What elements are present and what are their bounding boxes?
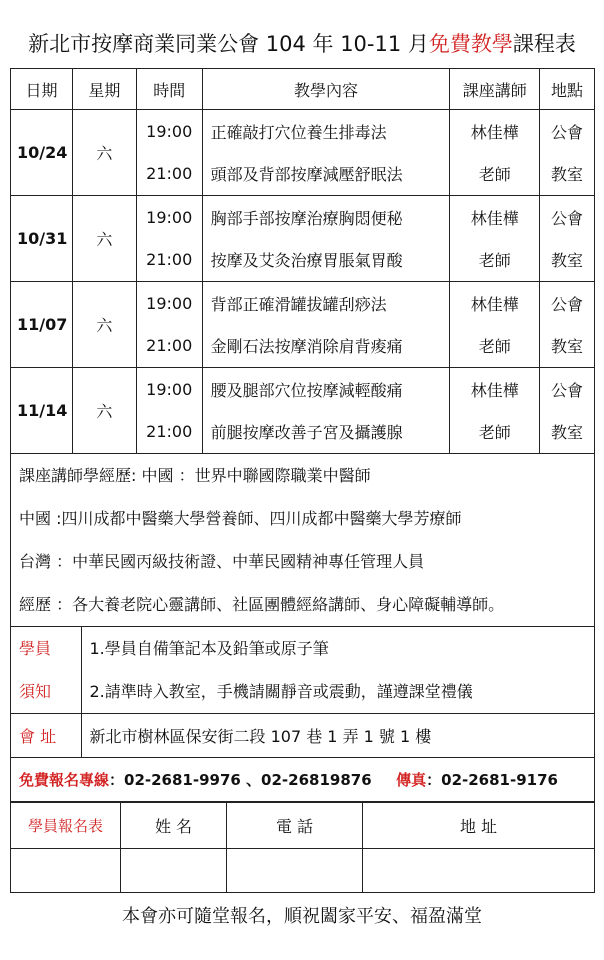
session-content: 背部正確滑罐拔罐刮痧法 xyxy=(202,282,450,325)
session-place: 教室 xyxy=(540,325,595,368)
session-date: 11/14 xyxy=(11,368,73,454)
instructor-bio xyxy=(11,454,595,627)
registration-label: 學員報名表 xyxy=(11,803,121,849)
session-time: 19:00 xyxy=(136,368,202,411)
table-header xyxy=(11,69,595,110)
table-row xyxy=(11,196,595,239)
session-content: 胸部手部按摩治療胸悶便秘 xyxy=(202,196,450,239)
table-row xyxy=(11,282,595,325)
title-suffix: 課程表 xyxy=(512,32,576,56)
hotline-value: ：02-2681-9976 、02-26819876 xyxy=(109,771,372,789)
registration-empty-cell xyxy=(11,849,121,893)
session-place: 教室 xyxy=(540,239,595,282)
session-place: 公會 xyxy=(540,282,595,325)
footer-note: 本會亦可隨堂報名，順祝闔家平安、福盈滿堂 xyxy=(122,906,482,927)
session-content: 前腿按摩改善子宮及攝護腺 xyxy=(202,411,450,454)
bio-line: 台灣 ：中華民國丙級技術證、中華民國精神專任管理人員 xyxy=(19,552,425,571)
registration-col-name: 姓 名 xyxy=(121,803,227,849)
note-item: 2.請準時入教室，手機請關靜音或震動，謹遵課堂禮儀 xyxy=(89,682,473,701)
schedule-table xyxy=(10,68,595,802)
session-place: 教室 xyxy=(540,411,595,454)
note-item: 1.學員自備筆記本及鉛筆或原子筆 xyxy=(89,639,329,658)
session-time: 21:00 xyxy=(136,153,202,196)
title-highlight: 免費教學 xyxy=(428,32,513,56)
header-time: 時間 xyxy=(136,69,202,110)
page-title xyxy=(0,28,604,58)
session-place: 教室 xyxy=(540,153,595,196)
registration-phone-input[interactable] xyxy=(227,849,363,893)
fax-value: ：02-2681-9176 xyxy=(426,771,558,789)
header-teacher: 課座講師 xyxy=(450,69,540,110)
table-row xyxy=(11,368,595,411)
address-value: 新北市樹林區保安街二段 107 巷 1 弄 1 號 1 樓 xyxy=(89,727,432,746)
bio-line: 中國 :四川成都中醫藥大學營養師、四川成都中醫藥大學芳療師 xyxy=(19,509,462,528)
registration-col-phone: 電 話 xyxy=(227,803,363,849)
session-weekday: 六 xyxy=(72,110,136,196)
session-date: 11/07 xyxy=(11,282,73,368)
session-content: 腰及腿部穴位按摩減輕酸痛 xyxy=(202,368,450,411)
session-teacher: 老師 xyxy=(450,153,540,196)
session-teacher: 老師 xyxy=(450,325,540,368)
session-teacher: 林佳樺 xyxy=(450,368,540,411)
student-notes xyxy=(11,627,595,714)
fax-label: 傳真 xyxy=(396,771,427,789)
session-date: 10/31 xyxy=(11,196,73,282)
session-place: 公會 xyxy=(540,110,595,153)
notes-label-1: 學員 xyxy=(19,639,52,658)
session-time: 21:00 xyxy=(136,239,202,282)
contact-row xyxy=(11,758,595,802)
address-row xyxy=(11,714,595,758)
session-time: 19:00 xyxy=(136,282,202,325)
hotline-label: 免費報名專線 xyxy=(19,771,110,789)
session-time: 19:00 xyxy=(136,196,202,239)
registration-address-input[interactable] xyxy=(363,849,595,893)
session-teacher: 老師 xyxy=(450,411,540,454)
registration-col-address: 地 址 xyxy=(363,803,595,849)
session-content: 按摩及艾灸治療胃脹氣胃酸 xyxy=(202,239,450,282)
session-time: 21:00 xyxy=(136,325,202,368)
session-place: 公會 xyxy=(540,368,595,411)
session-time: 21:00 xyxy=(136,411,202,454)
bio-line: 課座講師學經歷: 中國 ：世界中聯國際職業中醫師 xyxy=(19,466,371,485)
session-time: 19:00 xyxy=(136,110,202,153)
header-content: 教學內容 xyxy=(202,69,450,110)
session-place: 公會 xyxy=(540,196,595,239)
session-weekday: 六 xyxy=(72,368,136,454)
address-label: 會 址 xyxy=(11,714,81,757)
session-teacher: 老師 xyxy=(450,239,540,282)
notes-label-2: 須知 xyxy=(19,682,52,701)
session-content: 頭部及背部按摩減壓舒眠法 xyxy=(202,153,450,196)
session-content: 金剛石法按摩消除肩背痠痛 xyxy=(202,325,450,368)
header-date: 日期 xyxy=(11,69,73,110)
registration-form xyxy=(10,802,595,893)
session-teacher: 林佳樺 xyxy=(450,282,540,325)
session-weekday: 六 xyxy=(72,196,136,282)
session-date: 10/24 xyxy=(11,110,73,196)
header-place: 地點 xyxy=(540,69,595,110)
session-content: 正確敲打穴位養生排毒法 xyxy=(202,110,450,153)
session-weekday: 六 xyxy=(72,282,136,368)
session-teacher: 林佳樺 xyxy=(450,110,540,153)
header-weekday: 星期 xyxy=(72,69,136,110)
title-prefix: 新北市按摩商業同業公會 104 年 10-11 月 xyxy=(28,32,429,56)
bio-line: 經歷 ：各大養老院心靈講師、社區團體經絡講師、身心障礙輔導師。 xyxy=(19,595,505,614)
table-row xyxy=(11,110,595,153)
registration-name-input[interactable] xyxy=(121,849,227,893)
session-teacher: 林佳樺 xyxy=(450,196,540,239)
